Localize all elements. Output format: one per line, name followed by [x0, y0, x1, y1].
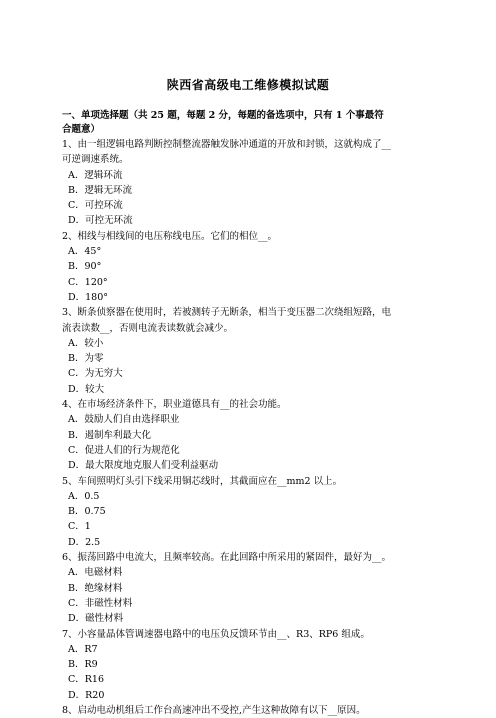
question-text: 流表读数__，否则电流表读数就会减少。 [62, 322, 234, 334]
question-block [62, 550, 434, 626]
question-text: 5、车间照明灯头引下线采用铜芯线时，其截面应在__mm2 以上。 [62, 475, 343, 487]
answer-option: D．较大 [68, 383, 105, 395]
answer-option: A．逻辑环流 [68, 169, 123, 181]
answer-option: B．0.75 [68, 506, 106, 518]
answer-option: B．90° [68, 261, 102, 273]
answer-option: B．为零 [68, 353, 104, 365]
question-block [62, 474, 434, 550]
answer-option: A．较小 [68, 337, 104, 349]
question-block [62, 703, 434, 718]
answer-option: C．1 [68, 521, 91, 533]
question-text: 1、由一组逻辑电路判断控制整流器触发脉冲通道的开放和封锁，这就构成了__ [62, 139, 392, 150]
question-text: 7、小容量晶体管调速器电路中的电压负反馈环节由__、R3、RP6 组成。 [62, 628, 370, 640]
answer-option: D．2.5 [68, 536, 101, 548]
section-header [62, 109, 434, 137]
answer-option: C．R16 [68, 674, 105, 686]
answer-option: D．可控无环流 [68, 215, 133, 227]
answer-option: C．120° [68, 276, 108, 288]
question-text: 3、断条侦察器在使用时，若被测转子无断条，相当于变压器二次绕组短路，电 [62, 307, 392, 319]
section-header-line: 合题意） [62, 124, 101, 135]
question-block [62, 137, 434, 229]
answer-option: C．非磁性材料 [68, 597, 133, 609]
answer-option: D．180° [68, 291, 108, 303]
answer-option: C．促进人们的行为规范化 [68, 444, 180, 456]
question-block [62, 305, 434, 397]
answer-option: D．磁性材料 [68, 613, 124, 625]
answer-option: C．为无穷大 [68, 368, 123, 380]
question-text: 2、相线与相线间的电压称线电压。它们的相位__。 [62, 230, 278, 242]
question-text: 8、启动电动机组后工作台高速冲出不受控,产生这种故障有以下__原因。 [62, 704, 366, 716]
answer-option: B．R9 [68, 659, 98, 671]
document-title: 陕西省高级电工维修模拟试题 [166, 78, 330, 92]
question-block [62, 627, 434, 703]
question-list [62, 137, 434, 718]
answer-option: A．电磁材料 [68, 567, 123, 579]
section-header-line: 一、单项选择题（共 25 题，每题 2 分，每题的备选项中，只有 1 个事最符 [62, 110, 384, 121]
question-text: 6、振荡回路中电流大，且频率较高。在此回路中所采用的紧固件，最好为__。 [62, 552, 392, 564]
answer-option: B．遏制牟利最大化 [68, 429, 151, 441]
answer-option: A．0.5 [68, 490, 100, 502]
answer-option: A．R7 [68, 643, 98, 655]
answer-option: B．绝缘材料 [68, 582, 123, 594]
answer-option: D．R20 [68, 689, 105, 701]
answer-option: A．45° [68, 246, 102, 258]
answer-option: D．最大限度地克服人们受利益驱动 [68, 460, 219, 472]
question-text: 可逆调速系统。 [62, 154, 129, 166]
answer-option: B．逻辑无环流 [68, 184, 132, 196]
answer-option: A．鼓励人们自由选择职业 [68, 414, 180, 426]
question-block [62, 229, 434, 305]
question-text: 4、在市场经济条件下，职业道德具有__的社会功能。 [62, 399, 287, 411]
answer-option: C．可控环流 [68, 200, 123, 212]
question-block [62, 397, 434, 473]
